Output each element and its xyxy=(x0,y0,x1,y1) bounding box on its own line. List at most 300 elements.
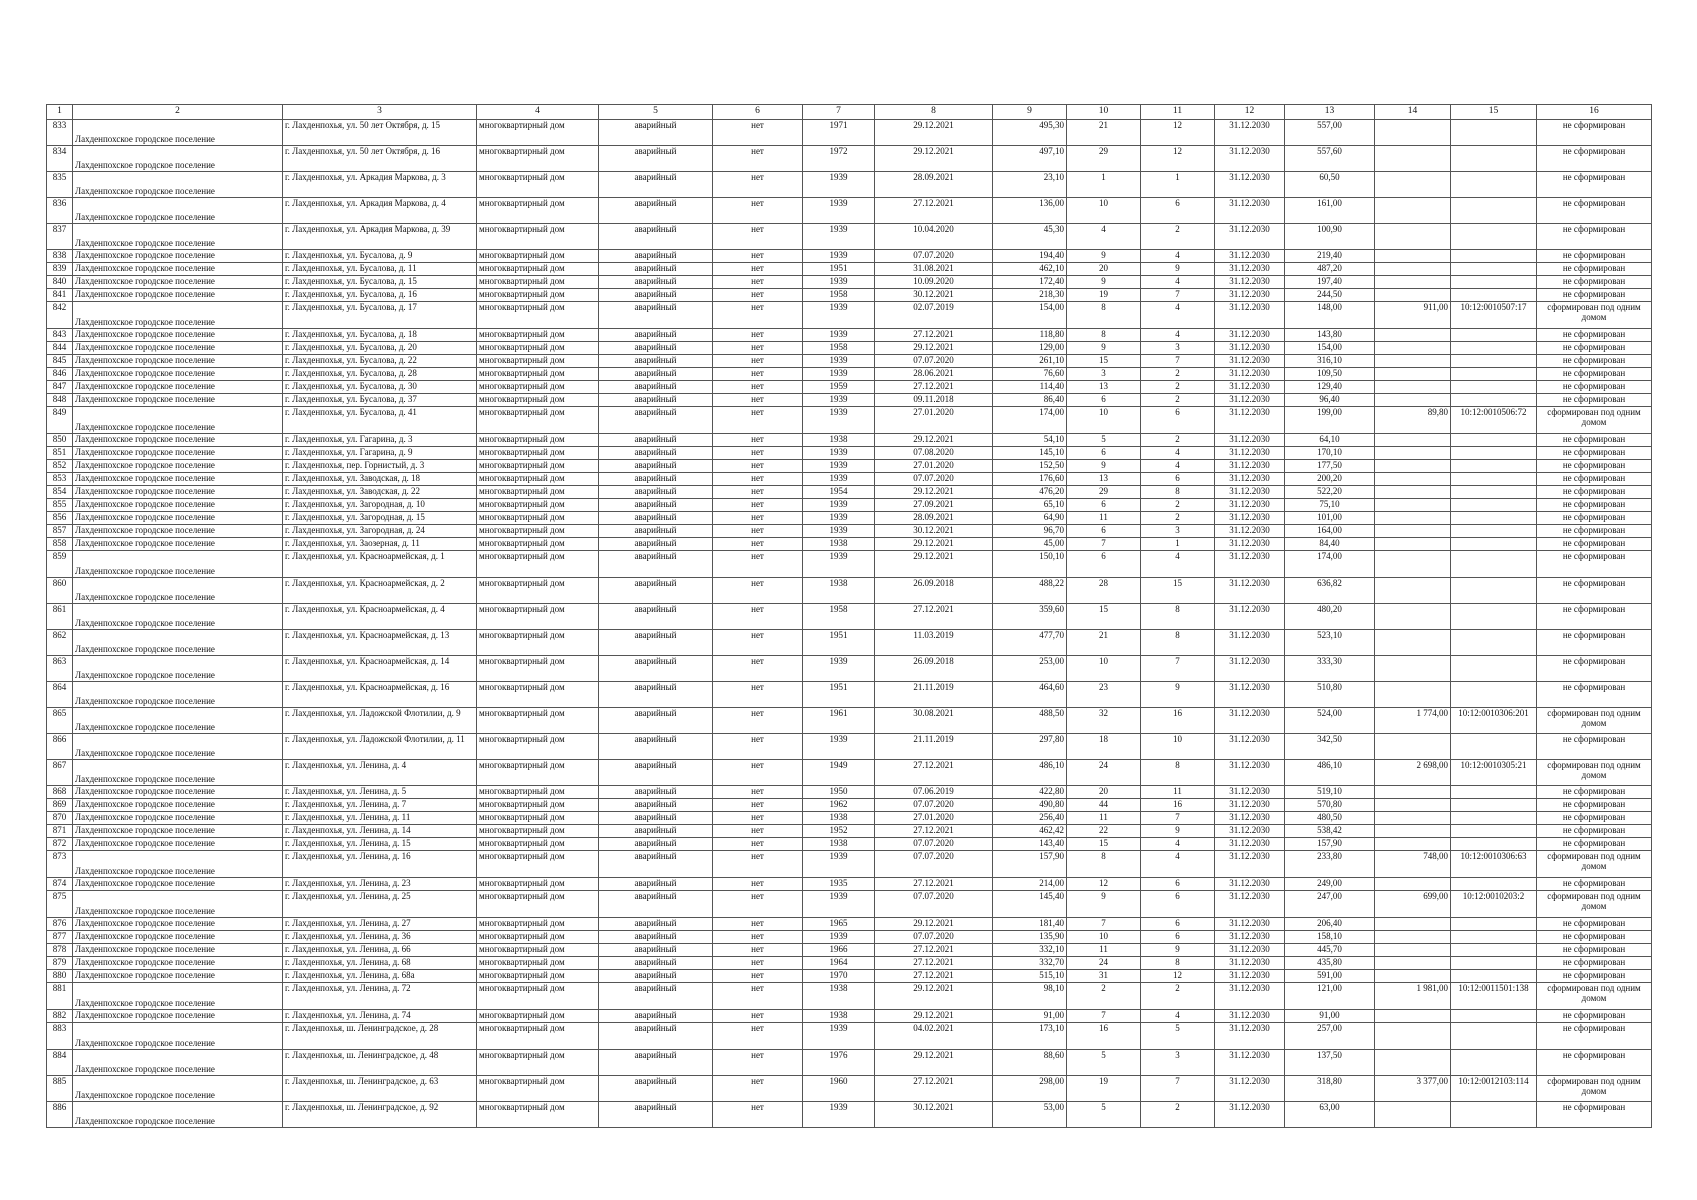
area-cell: 332,10 xyxy=(993,944,1067,957)
col-6-flag-cell: нет xyxy=(713,355,803,368)
col-6-flag-cell: нет xyxy=(713,512,803,525)
land-status-cell: не сформирован xyxy=(1537,957,1652,970)
land-area-cell xyxy=(1375,289,1451,302)
col-6-flag-cell: нет xyxy=(713,1076,803,1102)
apartments-cell: 9 xyxy=(1141,263,1215,276)
area-cell: 490,80 xyxy=(993,799,1067,812)
cadastral-number-cell xyxy=(1451,224,1537,250)
row-number-cell: 852 xyxy=(47,460,73,473)
area-cell: 477,70 xyxy=(993,630,1067,656)
municipality-cell: Лахденпохское городское поселение xyxy=(73,891,283,918)
land-area-cell xyxy=(1375,878,1451,891)
table-row xyxy=(47,851,1652,878)
land-area-cell: 911,00 xyxy=(1375,302,1451,329)
land-status-cell: не сформирован xyxy=(1537,172,1652,198)
year-built-cell: 1972 xyxy=(803,146,875,172)
deadline-cell: 31.12.2030 xyxy=(1215,799,1285,812)
building-type-cell: многоквартирный дом xyxy=(477,1023,599,1050)
building-type-cell: многоквартирный дом xyxy=(477,970,599,983)
col-6-flag-cell: нет xyxy=(713,525,803,538)
row-number-cell: 856 xyxy=(47,512,73,525)
area-cell: 488,22 xyxy=(993,578,1067,604)
building-type-cell: многоквартирный дом xyxy=(477,525,599,538)
building-type-cell: многоквартирный дом xyxy=(477,931,599,944)
apartments-cell: 2 xyxy=(1141,394,1215,407)
area-total-cell: 342,50 xyxy=(1285,734,1375,760)
col-header: 7 xyxy=(803,105,875,120)
condition-cell: аварийный xyxy=(599,329,713,342)
municipality-cell: Лахденпохское городское поселение xyxy=(73,460,283,473)
address-cell: г. Лахденпохья, ул. Гагарина, д. 9 xyxy=(283,447,477,460)
table-row xyxy=(47,289,1652,302)
year-built-cell: 1965 xyxy=(803,918,875,931)
year-built-cell: 1976 xyxy=(803,1050,875,1076)
row-number-cell: 879 xyxy=(47,957,73,970)
building-type-cell: многоквартирный дом xyxy=(477,551,599,578)
cadastral-number-cell xyxy=(1451,329,1537,342)
municipality-cell: Лахденпохское городское поселение xyxy=(73,708,283,734)
residents-cell: 2 xyxy=(1067,983,1141,1010)
address-cell: г. Лахденпохья, ул. Ленина, д. 25 xyxy=(283,891,477,918)
recognition-date-cell: 27.12.2021 xyxy=(875,970,993,983)
building-type-cell: многоквартирный дом xyxy=(477,630,599,656)
condition-cell: аварийный xyxy=(599,302,713,329)
area-total-cell: 91,00 xyxy=(1285,1010,1375,1023)
area-total-cell: 164,00 xyxy=(1285,525,1375,538)
area-cell: 488,50 xyxy=(993,708,1067,734)
land-status-cell: не сформирован xyxy=(1537,604,1652,630)
recognition-date-cell: 29.12.2021 xyxy=(875,918,993,931)
year-built-cell: 1938 xyxy=(803,983,875,1010)
building-type-cell: многоквартирный дом xyxy=(477,708,599,734)
municipality-cell: Лахденпохское городское поселение xyxy=(73,302,283,329)
area-cell: 98,10 xyxy=(993,983,1067,1010)
year-built-cell: 1939 xyxy=(803,1023,875,1050)
area-cell: 173,10 xyxy=(993,1023,1067,1050)
building-type-cell: многоквартирный дом xyxy=(477,825,599,838)
area-cell: 129,00 xyxy=(993,342,1067,355)
condition-cell: аварийный xyxy=(599,734,713,760)
year-built-cell: 1939 xyxy=(803,512,875,525)
deadline-cell: 31.12.2030 xyxy=(1215,825,1285,838)
land-area-cell xyxy=(1375,656,1451,682)
land-area-cell: 1 981,00 xyxy=(1375,983,1451,1010)
deadline-cell: 31.12.2030 xyxy=(1215,551,1285,578)
apartments-cell: 15 xyxy=(1141,578,1215,604)
land-area-cell xyxy=(1375,734,1451,760)
residents-cell: 1 xyxy=(1067,172,1141,198)
col-header: 2 xyxy=(73,105,283,120)
col-header: 4 xyxy=(477,105,599,120)
col-6-flag-cell: нет xyxy=(713,289,803,302)
residents-cell: 21 xyxy=(1067,120,1141,146)
address-cell: г. Лахденпохья, ул. Бусалова, д. 41 xyxy=(283,407,477,434)
building-type-cell: многоквартирный дом xyxy=(477,499,599,512)
cadastral-number-cell xyxy=(1451,263,1537,276)
col-6-flag-cell: нет xyxy=(713,394,803,407)
land-status-cell: не сформирован xyxy=(1537,499,1652,512)
land-status-cell: не сформирован xyxy=(1537,838,1652,851)
land-area-cell xyxy=(1375,434,1451,447)
table-row xyxy=(47,250,1652,263)
table-row xyxy=(47,957,1652,970)
land-area-cell xyxy=(1375,957,1451,970)
recognition-date-cell: 29.12.2021 xyxy=(875,486,993,499)
apartments-cell: 4 xyxy=(1141,250,1215,263)
year-built-cell: 1939 xyxy=(803,734,875,760)
col-header: 9 xyxy=(993,105,1067,120)
cadastral-number-cell xyxy=(1451,656,1537,682)
col-6-flag-cell: нет xyxy=(713,1102,803,1128)
municipality-cell: Лахденпохское городское поселение xyxy=(73,355,283,368)
area-cell: 515,10 xyxy=(993,970,1067,983)
address-cell: г. Лахденпохья, ул. Красноармейская, д. 1 xyxy=(283,551,477,578)
land-area-cell xyxy=(1375,918,1451,931)
building-type-cell: многоквартирный дом xyxy=(477,944,599,957)
apartments-cell: 4 xyxy=(1141,460,1215,473)
building-type-cell: многоквартирный дом xyxy=(477,394,599,407)
deadline-cell: 31.12.2030 xyxy=(1215,891,1285,918)
cadastral-number-cell xyxy=(1451,120,1537,146)
land-area-cell xyxy=(1375,473,1451,486)
col-6-flag-cell: нет xyxy=(713,957,803,970)
year-built-cell: 1949 xyxy=(803,760,875,786)
area-total-cell: 486,10 xyxy=(1285,760,1375,786)
land-status-cell: не сформирован xyxy=(1537,825,1652,838)
land-status-cell: сформирован под одним домом xyxy=(1537,302,1652,329)
cadastral-number-cell xyxy=(1451,786,1537,799)
col-header: 15 xyxy=(1451,105,1537,120)
col-header: 6 xyxy=(713,105,803,120)
recognition-date-cell: 27.12.2021 xyxy=(875,1076,993,1102)
land-area-cell xyxy=(1375,342,1451,355)
municipality-cell: Лахденпохское городское поселение xyxy=(73,799,283,812)
land-status-cell: не сформирован xyxy=(1537,263,1652,276)
building-type-cell: многоквартирный дом xyxy=(477,486,599,499)
row-number-cell: 839 xyxy=(47,263,73,276)
deadline-cell: 31.12.2030 xyxy=(1215,944,1285,957)
table-row xyxy=(47,838,1652,851)
residents-cell: 15 xyxy=(1067,604,1141,630)
recognition-date-cell: 27.01.2020 xyxy=(875,460,993,473)
recognition-date-cell: 30.08.2021 xyxy=(875,708,993,734)
col-header: 10 xyxy=(1067,105,1141,120)
residents-cell: 19 xyxy=(1067,289,1141,302)
land-status-cell: не сформирован xyxy=(1537,1010,1652,1023)
col-6-flag-cell: нет xyxy=(713,198,803,224)
table-row xyxy=(47,512,1652,525)
col-6-flag-cell: нет xyxy=(713,891,803,918)
col-6-flag-cell: нет xyxy=(713,499,803,512)
area-cell: 65,10 xyxy=(993,499,1067,512)
land-area-cell xyxy=(1375,812,1451,825)
condition-cell: аварийный xyxy=(599,355,713,368)
deadline-cell: 31.12.2030 xyxy=(1215,851,1285,878)
cadastral-number-cell xyxy=(1451,460,1537,473)
cadastral-number-cell xyxy=(1451,1023,1537,1050)
year-built-cell: 1939 xyxy=(803,302,875,329)
building-type-cell: многоквартирный дом xyxy=(477,329,599,342)
building-type-cell: многоквартирный дом xyxy=(477,289,599,302)
land-status-cell: не сформирован xyxy=(1537,799,1652,812)
residents-cell: 29 xyxy=(1067,486,1141,499)
residents-cell: 19 xyxy=(1067,1076,1141,1102)
row-number-cell: 885 xyxy=(47,1076,73,1102)
area-cell: 462,42 xyxy=(993,825,1067,838)
year-built-cell: 1939 xyxy=(803,394,875,407)
row-number-cell: 871 xyxy=(47,825,73,838)
table-row xyxy=(47,276,1652,289)
municipality-cell: Лахденпохское городское поселение xyxy=(73,486,283,499)
municipality-cell: Лахденпохское городское поселение xyxy=(73,851,283,878)
residents-cell: 10 xyxy=(1067,931,1141,944)
area-cell: 176,60 xyxy=(993,473,1067,486)
apartments-cell: 6 xyxy=(1141,931,1215,944)
area-cell: 86,40 xyxy=(993,394,1067,407)
col-6-flag-cell: нет xyxy=(713,970,803,983)
building-type-cell: многоквартирный дом xyxy=(477,250,599,263)
recognition-date-cell: 07.08.2020 xyxy=(875,447,993,460)
municipality-cell: Лахденпохское городское поселение xyxy=(73,825,283,838)
land-status-cell: не сформирован xyxy=(1537,525,1652,538)
residents-cell: 31 xyxy=(1067,970,1141,983)
recognition-date-cell: 07.07.2020 xyxy=(875,250,993,263)
address-cell: г. Лахденпохья, пер. Горнистый, д. 3 xyxy=(283,460,477,473)
year-built-cell: 1939 xyxy=(803,656,875,682)
land-status-cell: не сформирован xyxy=(1537,878,1652,891)
apartments-cell: 7 xyxy=(1141,812,1215,825)
deadline-cell: 31.12.2030 xyxy=(1215,970,1285,983)
area-total-cell: 101,00 xyxy=(1285,512,1375,525)
land-area-cell xyxy=(1375,551,1451,578)
apartments-cell: 7 xyxy=(1141,656,1215,682)
municipality-cell: Лахденпохское городское поселение xyxy=(73,381,283,394)
deadline-cell: 31.12.2030 xyxy=(1215,760,1285,786)
address-cell: г. Лахденпохья, ул. Красноармейская, д. 2 xyxy=(283,578,477,604)
land-area-cell: 3 377,00 xyxy=(1375,1076,1451,1102)
housing-registry-table xyxy=(46,104,1652,1128)
cadastral-number-cell xyxy=(1451,394,1537,407)
table-row xyxy=(47,342,1652,355)
col-header: 14 xyxy=(1375,105,1451,120)
table-row xyxy=(47,578,1652,604)
land-status-cell: сформирован под одним домом xyxy=(1537,891,1652,918)
municipality-cell: Лахденпохское городское поселение xyxy=(73,447,283,460)
address-cell: г. Лахденпохья, ул. Бусалова, д. 20 xyxy=(283,342,477,355)
building-type-cell: многоквартирный дом xyxy=(477,957,599,970)
residents-cell: 8 xyxy=(1067,851,1141,878)
area-total-cell: 64,10 xyxy=(1285,434,1375,447)
table-row xyxy=(47,970,1652,983)
cadastral-number-cell xyxy=(1451,957,1537,970)
condition-cell: аварийный xyxy=(599,760,713,786)
area-cell: 261,10 xyxy=(993,355,1067,368)
building-type-cell: многоквартирный дом xyxy=(477,812,599,825)
municipality-cell: Лахденпохское городское поселение xyxy=(73,918,283,931)
building-type-cell: многоквартирный дом xyxy=(477,878,599,891)
recognition-date-cell: 27.12.2021 xyxy=(875,957,993,970)
land-status-cell: не сформирован xyxy=(1537,329,1652,342)
row-number-cell: 864 xyxy=(47,682,73,708)
row-number-cell: 880 xyxy=(47,970,73,983)
row-number-cell: 863 xyxy=(47,656,73,682)
col-6-flag-cell: нет xyxy=(713,538,803,551)
table-row xyxy=(47,525,1652,538)
recognition-date-cell: 27.12.2021 xyxy=(875,329,993,342)
apartments-cell: 6 xyxy=(1141,918,1215,931)
residents-cell: 28 xyxy=(1067,578,1141,604)
col-6-flag-cell: нет xyxy=(713,146,803,172)
address-cell: г. Лахденпохья, ул. Ленина, д. 72 xyxy=(283,983,477,1010)
row-number-cell: 872 xyxy=(47,838,73,851)
condition-cell: аварийный xyxy=(599,838,713,851)
apartments-cell: 9 xyxy=(1141,682,1215,708)
residents-cell: 11 xyxy=(1067,944,1141,957)
area-total-cell: 510,80 xyxy=(1285,682,1375,708)
deadline-cell: 31.12.2030 xyxy=(1215,198,1285,224)
building-type-cell: многоквартирный дом xyxy=(477,1050,599,1076)
col-header: 12 xyxy=(1215,105,1285,120)
recognition-date-cell: 27.01.2020 xyxy=(875,812,993,825)
year-built-cell: 1971 xyxy=(803,120,875,146)
residents-cell: 9 xyxy=(1067,250,1141,263)
recognition-date-cell: 21.11.2019 xyxy=(875,682,993,708)
recognition-date-cell: 30.12.2021 xyxy=(875,1102,993,1128)
area-cell: 136,00 xyxy=(993,198,1067,224)
row-number-cell: 854 xyxy=(47,486,73,499)
municipality-cell: Лахденпохское городское поселение xyxy=(73,394,283,407)
municipality-cell: Лахденпохское городское поселение xyxy=(73,812,283,825)
land-area-cell xyxy=(1375,447,1451,460)
land-status-cell: не сформирован xyxy=(1537,578,1652,604)
cadastral-number-cell: 10:12:0012103:114 xyxy=(1451,1076,1537,1102)
deadline-cell: 31.12.2030 xyxy=(1215,786,1285,799)
recognition-date-cell: 29.12.2021 xyxy=(875,538,993,551)
condition-cell: аварийный xyxy=(599,407,713,434)
land-area-cell xyxy=(1375,1050,1451,1076)
table-row xyxy=(47,786,1652,799)
land-status-cell: не сформирован xyxy=(1537,1050,1652,1076)
area-cell: 256,40 xyxy=(993,812,1067,825)
recognition-date-cell: 07.07.2020 xyxy=(875,891,993,918)
row-number-cell: 850 xyxy=(47,434,73,447)
col-6-flag-cell: нет xyxy=(713,250,803,263)
table-row xyxy=(47,734,1652,760)
address-cell: г. Лахденпохья, ул. Ленина, д. 15 xyxy=(283,838,477,851)
deadline-cell: 31.12.2030 xyxy=(1215,1102,1285,1128)
building-type-cell: многоквартирный дом xyxy=(477,851,599,878)
year-built-cell: 1964 xyxy=(803,957,875,970)
area-total-cell: 84,40 xyxy=(1285,538,1375,551)
condition-cell: аварийный xyxy=(599,224,713,250)
apartments-cell: 2 xyxy=(1141,224,1215,250)
residents-cell: 9 xyxy=(1067,460,1141,473)
col-6-flag-cell: нет xyxy=(713,486,803,499)
land-area-cell xyxy=(1375,1102,1451,1128)
land-area-cell xyxy=(1375,381,1451,394)
table-row xyxy=(47,983,1652,1010)
land-area-cell xyxy=(1375,838,1451,851)
row-number-cell: 865 xyxy=(47,708,73,734)
row-number-cell: 883 xyxy=(47,1023,73,1050)
municipality-cell: Лахденпохское городское поселение xyxy=(73,682,283,708)
deadline-cell: 31.12.2030 xyxy=(1215,812,1285,825)
year-built-cell: 1962 xyxy=(803,799,875,812)
year-built-cell: 1939 xyxy=(803,407,875,434)
municipality-cell: Лахденпохское городское поселение xyxy=(73,198,283,224)
area-total-cell: 161,00 xyxy=(1285,198,1375,224)
table-row xyxy=(47,263,1652,276)
building-type-cell: многоквартирный дом xyxy=(477,760,599,786)
address-cell: г. Лахденпохья, ул. Красноармейская, д. 14 xyxy=(283,656,477,682)
col-header: 3 xyxy=(283,105,477,120)
recognition-date-cell: 30.12.2021 xyxy=(875,289,993,302)
building-type-cell: многоквартирный дом xyxy=(477,276,599,289)
col-6-flag-cell: нет xyxy=(713,434,803,447)
deadline-cell: 31.12.2030 xyxy=(1215,224,1285,250)
building-type-cell: многоквартирный дом xyxy=(477,355,599,368)
land-status-cell: не сформирован xyxy=(1537,538,1652,551)
apartments-cell: 4 xyxy=(1141,329,1215,342)
apartments-cell: 8 xyxy=(1141,760,1215,786)
year-built-cell: 1939 xyxy=(803,473,875,486)
municipality-cell: Лахденпохское городское поселение xyxy=(73,734,283,760)
table-row xyxy=(47,447,1652,460)
year-built-cell: 1939 xyxy=(803,368,875,381)
area-total-cell: 249,00 xyxy=(1285,878,1375,891)
area-total-cell: 333,30 xyxy=(1285,656,1375,682)
cadastral-number-cell xyxy=(1451,499,1537,512)
table-row xyxy=(47,486,1652,499)
row-number-cell: 847 xyxy=(47,381,73,394)
apartments-cell: 16 xyxy=(1141,799,1215,812)
area-cell: 53,00 xyxy=(993,1102,1067,1128)
condition-cell: аварийный xyxy=(599,486,713,499)
year-built-cell: 1939 xyxy=(803,525,875,538)
row-number-cell: 835 xyxy=(47,172,73,198)
deadline-cell: 31.12.2030 xyxy=(1215,120,1285,146)
area-cell: 145,40 xyxy=(993,891,1067,918)
year-built-cell: 1966 xyxy=(803,944,875,957)
residents-cell: 24 xyxy=(1067,957,1141,970)
recognition-date-cell: 10.09.2020 xyxy=(875,276,993,289)
address-cell: г. Лахденпохья, ул. Бусалова, д. 9 xyxy=(283,250,477,263)
area-cell: 152,50 xyxy=(993,460,1067,473)
row-number-cell: 873 xyxy=(47,851,73,878)
condition-cell: аварийный xyxy=(599,891,713,918)
residents-cell: 11 xyxy=(1067,812,1141,825)
deadline-cell: 31.12.2030 xyxy=(1215,918,1285,931)
apartments-cell: 8 xyxy=(1141,486,1215,499)
land-area-cell xyxy=(1375,512,1451,525)
area-total-cell: 174,00 xyxy=(1285,551,1375,578)
area-total-cell: 143,80 xyxy=(1285,329,1375,342)
apartments-cell: 2 xyxy=(1141,368,1215,381)
recognition-date-cell: 27.12.2021 xyxy=(875,878,993,891)
condition-cell: аварийный xyxy=(599,1050,713,1076)
deadline-cell: 31.12.2030 xyxy=(1215,368,1285,381)
area-total-cell: 199,00 xyxy=(1285,407,1375,434)
address-cell: г. Лахденпохья, ул. Ленина, д. 66 xyxy=(283,944,477,957)
land-status-cell: сформирован под одним домом xyxy=(1537,983,1652,1010)
apartments-cell: 7 xyxy=(1141,1076,1215,1102)
col-header: 16 xyxy=(1537,105,1652,120)
document-page xyxy=(46,104,1651,1128)
apartments-cell: 16 xyxy=(1141,708,1215,734)
cadastral-number-cell xyxy=(1451,682,1537,708)
area-cell: 54,10 xyxy=(993,434,1067,447)
land-status-cell: не сформирован xyxy=(1537,970,1652,983)
